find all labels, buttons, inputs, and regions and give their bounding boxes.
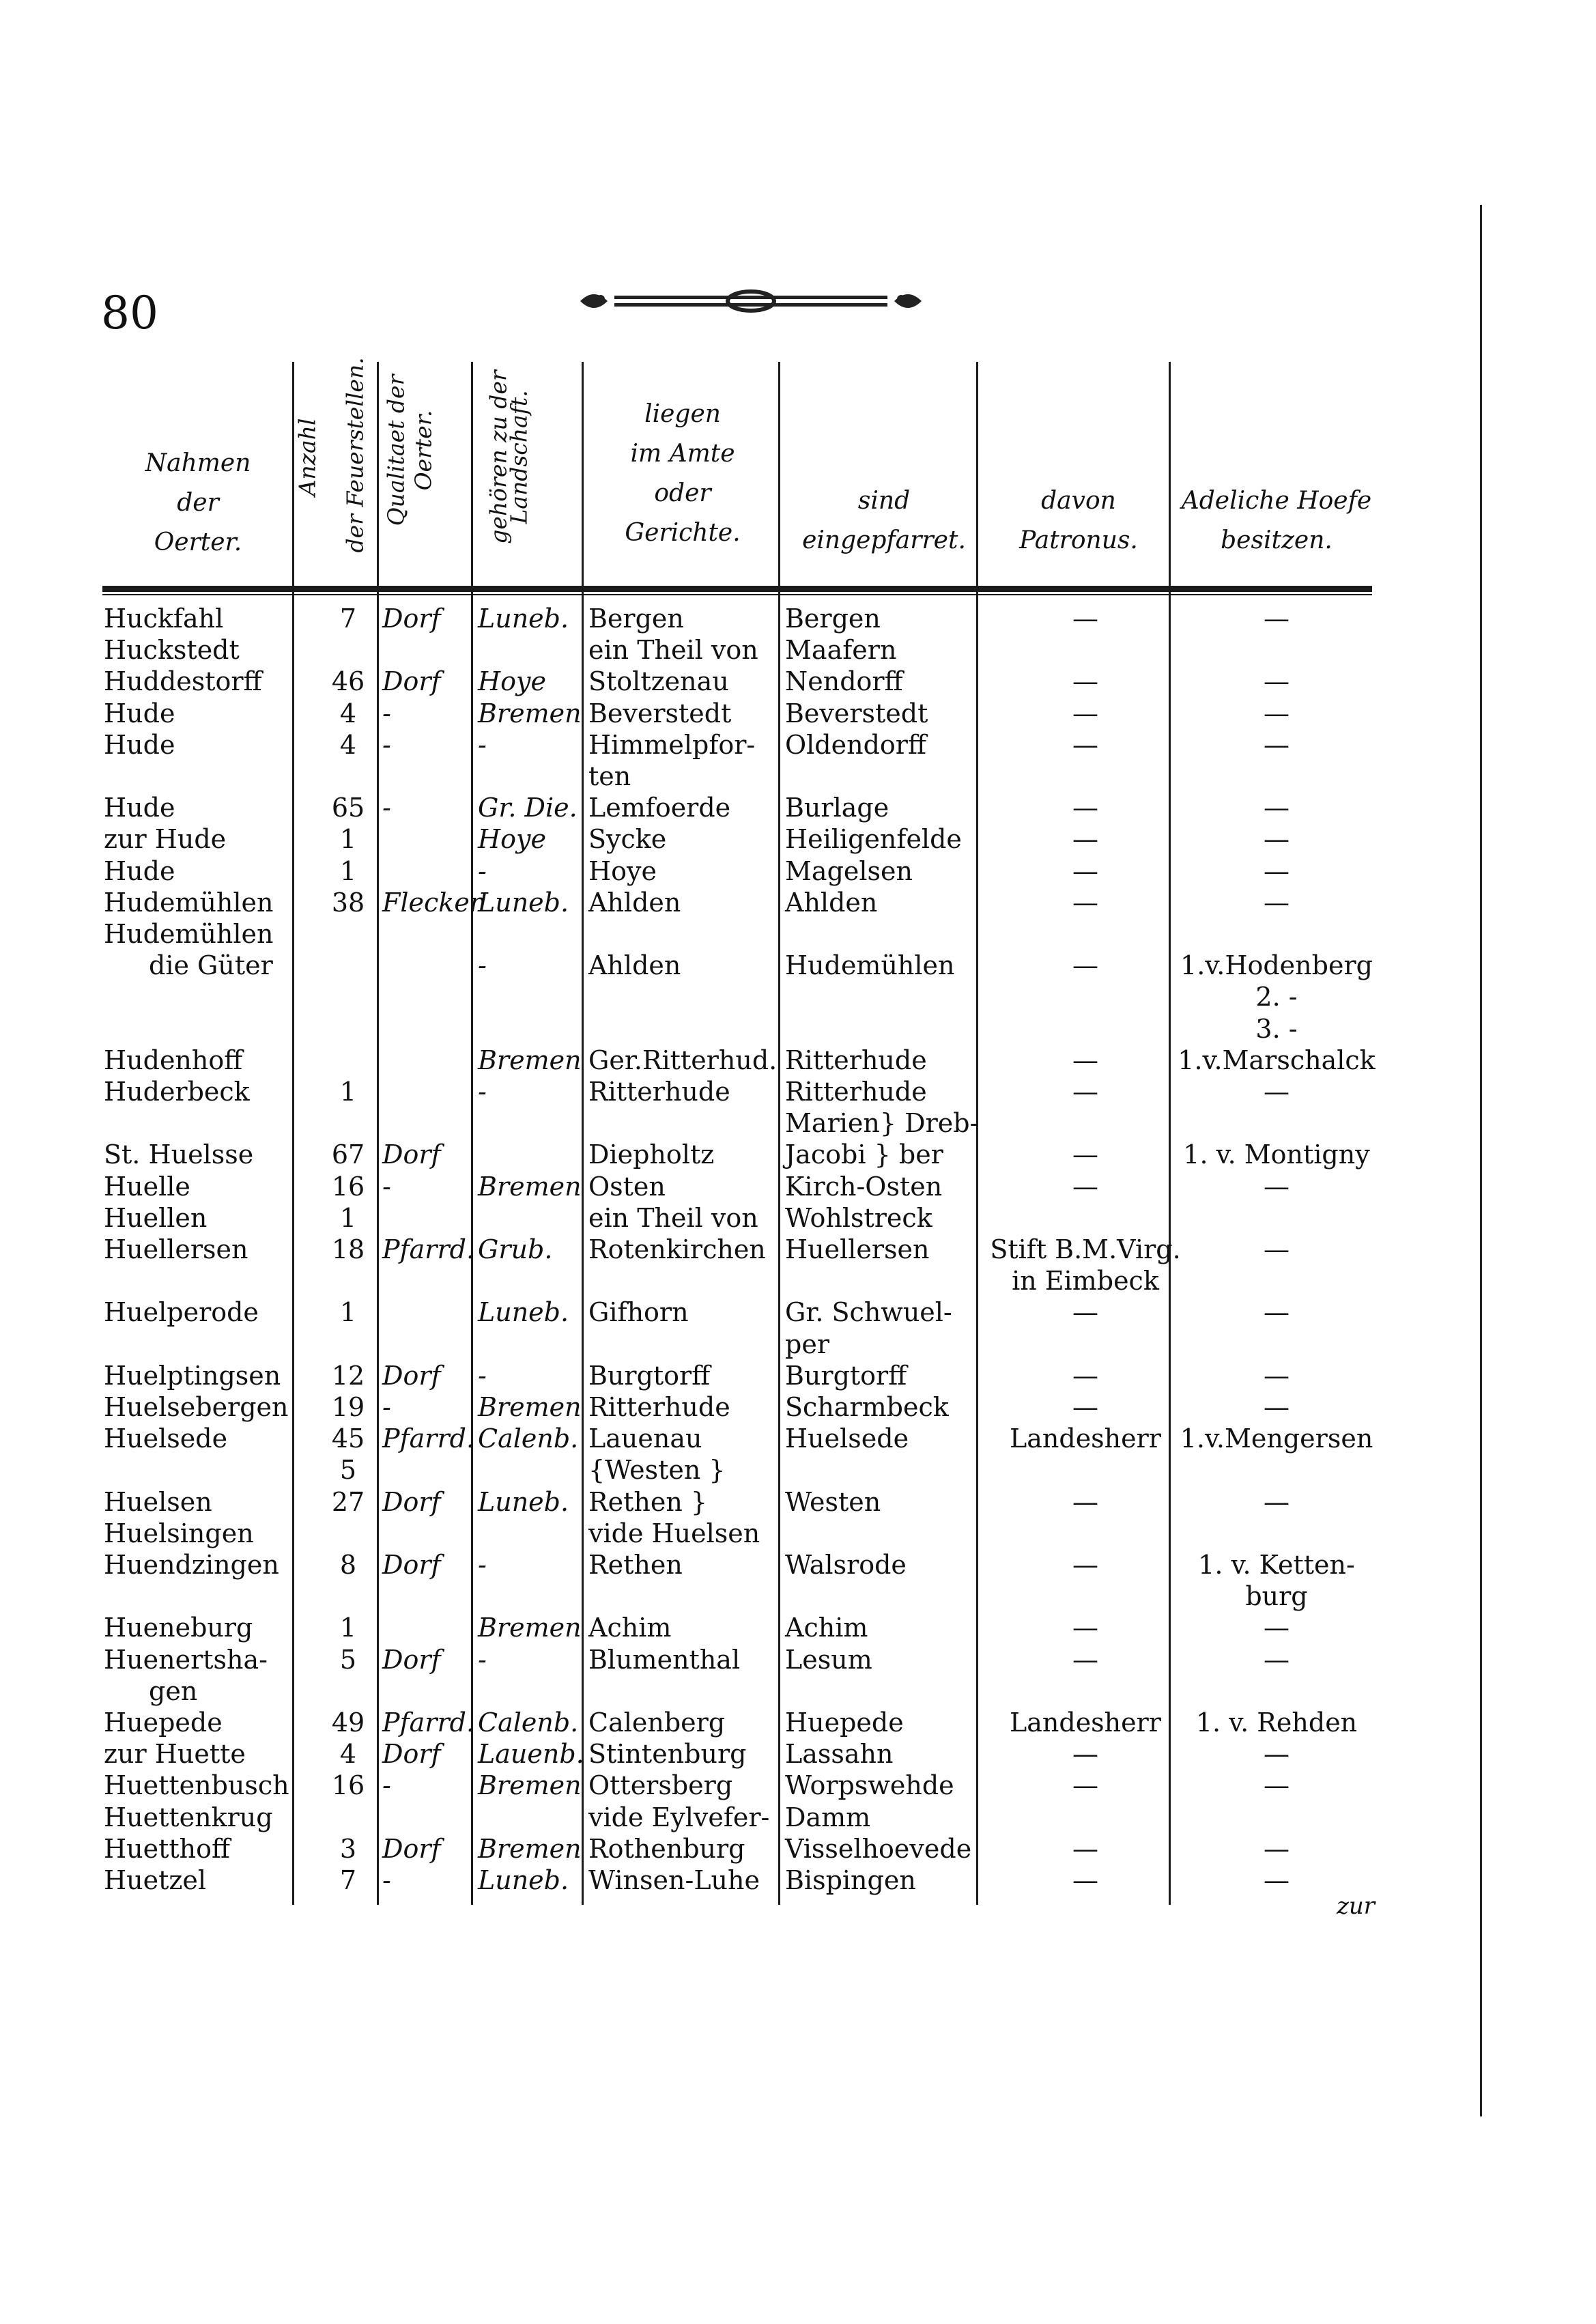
header-col-name: Nahmen der Oerter. xyxy=(145,449,251,556)
cell-pfarr: Maafern xyxy=(785,635,897,666)
header-col-hoefe: Adeliche Hoefe besitzen. xyxy=(1181,487,1372,554)
cell-name: Huckfahl xyxy=(104,604,224,634)
cell-land: Lauenb. xyxy=(478,1739,584,1770)
cell-patron: — xyxy=(1072,855,1098,886)
cell-land: Bremen xyxy=(478,1045,582,1075)
cell-hoefe: — xyxy=(1264,698,1289,728)
cell-amt: Bergen xyxy=(588,604,684,634)
cell-name: Huenertsha- xyxy=(104,1644,268,1675)
cell-fire: 67 xyxy=(331,1139,365,1170)
cell-name: Hudemühlen xyxy=(104,887,274,918)
cell-land: Calenb. xyxy=(478,1707,579,1738)
cell-land: Bremen xyxy=(478,1770,582,1801)
cell-patron: — xyxy=(1072,1739,1098,1770)
column-divider xyxy=(377,362,379,1905)
cell-patron: — xyxy=(1072,666,1098,697)
cell-name: Huelsen xyxy=(104,1486,212,1517)
cell-qual: - xyxy=(382,729,391,760)
cell-hoefe: — xyxy=(1264,1077,1289,1107)
cell-fire: 4 xyxy=(339,1739,357,1770)
cell-amt: Sycke xyxy=(588,824,667,855)
cell-land: Bremen xyxy=(478,1171,582,1202)
cell-amt: Rothenburg xyxy=(588,1833,745,1864)
cell-name: Hueneburg xyxy=(104,1613,253,1643)
cell-fire: 49 xyxy=(331,1707,365,1738)
header-col-land-1: gehören zu der xyxy=(485,370,512,544)
cell-amt: Achim xyxy=(588,1613,672,1643)
cell-qual: - xyxy=(382,698,391,728)
cell-fire: 1 xyxy=(339,1077,357,1107)
cell-qual: Pfarrd. xyxy=(382,1707,475,1738)
cell-pfarr: Heiligenfelde xyxy=(785,824,962,855)
cell-amt: Burgtorff xyxy=(588,1360,711,1391)
cell-patron: — xyxy=(1072,950,1098,981)
cell-hoefe: 1. v. Montigny xyxy=(1183,1139,1370,1170)
cell-fire: 19 xyxy=(331,1392,365,1422)
cell-land: - xyxy=(478,950,487,981)
cell-pfarr: Achim xyxy=(785,1613,868,1643)
cell-pfarr: Marien} Dreb- xyxy=(785,1108,979,1139)
cell-qual: - xyxy=(382,1392,391,1422)
cell-hoefe: 1.v.Hodenberg xyxy=(1180,950,1373,981)
cell-hoefe: — xyxy=(1264,1392,1289,1422)
cell-pfarr: Visselhoevede xyxy=(785,1833,972,1864)
cell-name: Huckstedt xyxy=(104,635,240,666)
header-rule xyxy=(102,586,1372,592)
cell-fire: 4 xyxy=(339,729,357,760)
cell-amt: Blumenthal xyxy=(588,1644,741,1675)
cell-name: zur Huette xyxy=(104,1739,246,1770)
cell-hoefe: — xyxy=(1264,604,1289,634)
cell-land: Luneb. xyxy=(478,1297,569,1328)
cell-hoefe: — xyxy=(1264,1833,1289,1864)
cell-fire: 5 xyxy=(339,1644,357,1675)
cell-pfarr: per xyxy=(785,1329,829,1359)
column-divider xyxy=(778,362,780,1905)
cell-hoefe: — xyxy=(1264,1739,1289,1770)
cell-qual: Dorf xyxy=(382,1139,441,1170)
cell-name: Huettenbusch xyxy=(104,1770,289,1801)
cell-pfarr: Kirch-Osten xyxy=(785,1171,943,1202)
cell-hoefe: — xyxy=(1264,855,1289,886)
cell-patron: — xyxy=(1072,1833,1098,1864)
cell-amt: Hoye xyxy=(588,855,657,886)
cell-qual: Dorf xyxy=(382,1739,441,1770)
cell-hoefe: burg xyxy=(1245,1581,1308,1612)
cell-fire: 7 xyxy=(339,1865,357,1895)
cell-pfarr: Scharmbeck xyxy=(785,1392,949,1422)
cell-fire: 46 xyxy=(331,666,365,697)
cell-name: St. Huelsse xyxy=(104,1139,254,1170)
cell-patron: — xyxy=(1072,824,1098,855)
cell-pfarr: Walsrode xyxy=(785,1550,907,1580)
cell-land: Luneb. xyxy=(478,1486,569,1517)
cell-name: zur Hude xyxy=(104,824,227,855)
cell-pfarr: Westen xyxy=(785,1486,881,1517)
cell-name: Huelsingen xyxy=(104,1518,254,1548)
cell-qual: Dorf xyxy=(382,1644,441,1675)
cell-fire: 1 xyxy=(339,1202,357,1233)
cell-pfarr: Magelsen xyxy=(785,855,913,886)
cell-name: gen xyxy=(149,1675,198,1706)
cell-qual: - xyxy=(382,793,391,823)
cell-amt: ten xyxy=(588,761,631,791)
cell-qual: - xyxy=(382,1865,391,1895)
header-col-fire-2: der Feuerstellen. xyxy=(341,357,369,553)
cell-amt: {Westen } xyxy=(588,1455,726,1486)
cell-amt: Ritterhude xyxy=(588,1077,730,1107)
cell-hoefe: — xyxy=(1264,1865,1289,1895)
column-divider xyxy=(582,362,584,1905)
column-divider xyxy=(471,362,473,1905)
cell-hoefe: — xyxy=(1264,793,1289,823)
cell-name: Hude xyxy=(104,729,175,760)
cell-pfarr: Ahlden xyxy=(785,887,878,918)
cell-patron: — xyxy=(1072,793,1098,823)
cell-name: Huddestorff xyxy=(104,666,262,697)
ornament-icon xyxy=(573,284,928,318)
cell-pfarr: Oldendorff xyxy=(785,729,926,760)
cell-amt: Lemfoerde xyxy=(588,793,731,823)
cell-hoefe: 2. - xyxy=(1255,982,1298,1012)
cell-land: Bremen xyxy=(478,1833,582,1864)
cell-pfarr: Huelsede xyxy=(785,1423,909,1454)
cell-amt: Himmelpfor- xyxy=(588,729,756,760)
cell-pfarr: Burlage xyxy=(785,793,889,823)
cell-land: Bremen xyxy=(478,1392,582,1422)
page-number: 80 xyxy=(101,287,158,339)
cell-amt: Osten xyxy=(588,1171,666,1202)
cell-name: Huelperode xyxy=(104,1297,259,1328)
cell-hoefe: — xyxy=(1264,666,1289,697)
cell-fire: 3 xyxy=(339,1833,357,1864)
cell-hoefe: — xyxy=(1264,887,1289,918)
cell-amt: Diepholtz xyxy=(588,1139,715,1170)
cell-hoefe: 1.v.Mengersen xyxy=(1180,1423,1373,1454)
cell-hoefe: — xyxy=(1264,824,1289,855)
cell-pfarr: Bispingen xyxy=(785,1865,916,1895)
cell-name: Hude xyxy=(104,855,175,886)
cell-land: Grub. xyxy=(478,1234,553,1264)
cell-patron: — xyxy=(1072,1644,1098,1675)
cell-amt: Gifhorn xyxy=(588,1297,689,1328)
cell-pfarr: Huellersen xyxy=(785,1234,930,1264)
cell-land: Gr. Die. xyxy=(478,793,578,823)
cell-patron: — xyxy=(1072,1486,1098,1517)
cell-fire: 45 xyxy=(331,1423,365,1454)
cell-pfarr: Ritterhude xyxy=(785,1077,927,1107)
cell-amt: Stoltzenau xyxy=(588,666,729,697)
cell-patron: in Eimbeck xyxy=(1012,1266,1159,1296)
cell-amt: Stintenburg xyxy=(588,1739,747,1770)
cell-patron: — xyxy=(1072,1139,1098,1170)
cell-qual: Dorf xyxy=(382,1360,441,1391)
cell-hoefe: — xyxy=(1264,1613,1289,1643)
cell-amt: Ottersberg xyxy=(588,1770,733,1801)
cell-patron: — xyxy=(1072,1392,1098,1422)
cell-hoefe: — xyxy=(1264,1486,1289,1517)
cell-fire: 65 xyxy=(331,793,365,823)
cell-fire: 18 xyxy=(331,1234,365,1264)
cell-pfarr: Huepede xyxy=(785,1707,904,1738)
cell-fire: 1 xyxy=(339,824,357,855)
cell-patron: — xyxy=(1072,1550,1098,1580)
cell-land: - xyxy=(478,1077,487,1107)
cell-amt: Rotenkirchen xyxy=(588,1234,766,1264)
cell-land: - xyxy=(478,1360,487,1391)
cell-patron: — xyxy=(1072,1770,1098,1801)
cell-name: Huellersen xyxy=(104,1234,248,1264)
header-col-qual-1: Qualitaet der xyxy=(382,374,410,526)
cell-qual: - xyxy=(382,1171,391,1202)
cell-land: - xyxy=(478,729,487,760)
cell-patron: Landesherr xyxy=(1010,1707,1161,1738)
cell-patron: Landesherr xyxy=(1010,1423,1161,1454)
cell-name: Huelsede xyxy=(104,1423,228,1454)
cell-qual: - xyxy=(382,1770,391,1801)
cell-pfarr: Gr. Schwuel- xyxy=(785,1297,952,1328)
cell-patron: — xyxy=(1072,698,1098,728)
cell-amt: Rethen } xyxy=(588,1486,708,1517)
header-rule-thin xyxy=(102,594,1372,595)
cell-fire: 8 xyxy=(339,1550,357,1580)
cell-fire: 16 xyxy=(331,1770,365,1801)
cell-amt: ein Theil von xyxy=(588,635,758,666)
cell-land: Bremen xyxy=(478,1613,582,1643)
cell-fire: 16 xyxy=(331,1171,365,1202)
cell-qual: Dorf xyxy=(382,1833,441,1864)
header-col-qual-2: Oerter. xyxy=(410,410,437,491)
cell-qual: Dorf xyxy=(382,604,441,634)
cell-hoefe: — xyxy=(1264,1770,1289,1801)
cell-hoefe: — xyxy=(1264,1171,1289,1202)
catchword: zur xyxy=(1337,1893,1376,1920)
cell-name: Huepede xyxy=(104,1707,223,1738)
cell-hoefe: 1. v. Rehden xyxy=(1195,1707,1358,1738)
cell-fire: 5 xyxy=(339,1455,357,1486)
cell-pfarr: Damm xyxy=(785,1802,871,1832)
cell-name: Hudemühlen xyxy=(104,919,274,949)
cell-amt: Ritterhude xyxy=(588,1392,730,1422)
cell-hoefe: 1.v.Marschalck xyxy=(1178,1045,1376,1075)
cell-patron: — xyxy=(1072,729,1098,760)
cell-amt: Winsen-Luhe xyxy=(588,1865,760,1895)
cell-hoefe: 1. v. Ketten- xyxy=(1198,1550,1355,1580)
cell-pfarr: Burgtorff xyxy=(785,1360,907,1391)
cell-land: Luneb. xyxy=(478,1865,569,1895)
cell-pfarr: Beverstedt xyxy=(785,698,928,728)
cell-patron: Stift B.M.Virg. xyxy=(990,1234,1181,1264)
cell-hoefe: — xyxy=(1264,1297,1289,1328)
cell-amt: ein Theil von xyxy=(588,1202,758,1233)
cell-name: Huetthoff xyxy=(104,1833,230,1864)
cell-patron: — xyxy=(1072,604,1098,634)
cell-name: Huelptingsen xyxy=(104,1360,281,1391)
cell-pfarr: Worpswehde xyxy=(785,1770,954,1801)
cell-name: Hudenhoff xyxy=(104,1045,243,1075)
cell-fire: 1 xyxy=(339,1613,357,1643)
cell-amt: Ger.Ritterhud. xyxy=(588,1045,778,1075)
cell-amt: Ahlden xyxy=(588,950,681,981)
cell-pfarr: Lassahn xyxy=(785,1739,894,1770)
cell-amt: Rethen xyxy=(588,1550,683,1580)
cell-patron: — xyxy=(1072,887,1098,918)
cell-name: Huetzel xyxy=(104,1865,207,1895)
cell-amt: vide Eylvefer- xyxy=(588,1802,770,1832)
cell-qual: Dorf xyxy=(382,666,441,697)
cell-amt: Ahlden xyxy=(588,887,681,918)
cell-land: - xyxy=(478,1550,487,1580)
cell-name: Huendzingen xyxy=(104,1550,279,1580)
header-col-fire-1: Anzahl xyxy=(294,418,321,496)
cell-name: die Güter xyxy=(149,950,273,981)
cell-name: Huelsebergen xyxy=(104,1392,289,1422)
column-divider xyxy=(292,362,294,1905)
cell-qual: Dorf xyxy=(382,1550,441,1580)
cell-fire: 7 xyxy=(339,604,357,634)
cell-patron: — xyxy=(1072,1171,1098,1202)
cell-pfarr: Lesum xyxy=(785,1644,872,1675)
cell-qual: Flecken xyxy=(382,887,487,918)
cell-name: Hude xyxy=(104,793,175,823)
cell-qual: Pfarrd. xyxy=(382,1234,475,1264)
cell-patron: — xyxy=(1072,1360,1098,1391)
cell-amt: Beverstedt xyxy=(588,698,732,728)
cell-fire: 38 xyxy=(331,887,365,918)
cell-pfarr: Nendorff xyxy=(785,666,903,697)
cell-pfarr: Jacobi } ber xyxy=(785,1139,943,1170)
cell-hoefe: — xyxy=(1264,729,1289,760)
cell-fire: 4 xyxy=(339,698,357,728)
cell-land: - xyxy=(478,855,487,886)
cell-patron: — xyxy=(1072,1077,1098,1107)
header-col-pfarr: sind eingepfarret. xyxy=(802,487,966,554)
cell-pfarr: Hudemühlen xyxy=(785,950,955,981)
cell-name: Hude xyxy=(104,698,175,728)
cell-land: Luneb. xyxy=(478,604,569,634)
cell-hoefe: — xyxy=(1264,1360,1289,1391)
cell-patron: — xyxy=(1072,1045,1098,1075)
cell-name: Huderbeck xyxy=(104,1077,250,1107)
cell-hoefe: 3. - xyxy=(1255,1013,1298,1044)
cell-amt: Calenberg xyxy=(588,1707,726,1738)
cell-land: - xyxy=(478,1644,487,1675)
header-col-land-2: Landschaft. xyxy=(505,390,532,524)
cell-patron: — xyxy=(1072,1865,1098,1895)
cell-land: Luneb. xyxy=(478,887,569,918)
cell-fire: 1 xyxy=(339,855,357,886)
cell-fire: 1 xyxy=(339,1297,357,1328)
cell-name: Huettenkrug xyxy=(104,1802,273,1832)
cell-pfarr: Ritterhude xyxy=(785,1045,927,1075)
cell-pfarr: Wohlstreck xyxy=(785,1202,932,1233)
cell-fire: 27 xyxy=(331,1486,365,1517)
cell-name: Huelle xyxy=(104,1171,190,1202)
cell-hoefe: — xyxy=(1264,1644,1289,1675)
cell-patron: — xyxy=(1072,1297,1098,1328)
cell-amt: vide Huelsen xyxy=(588,1518,760,1548)
header-col-patron: davon Patronus. xyxy=(1019,487,1138,554)
cell-patron: — xyxy=(1072,1613,1098,1643)
cell-name: Huellen xyxy=(104,1202,208,1233)
cell-qual: Dorf xyxy=(382,1486,441,1517)
cell-fire: 12 xyxy=(331,1360,365,1391)
cell-land: Hoye xyxy=(478,666,546,697)
header-col-amt: liegen im Amte oder Gerichte. xyxy=(625,400,741,547)
cell-land: Hoye xyxy=(478,824,546,855)
cell-land: Calenb. xyxy=(478,1423,579,1454)
cell-amt: Lauenau xyxy=(588,1423,702,1454)
cell-pfarr: Bergen xyxy=(785,604,881,634)
cell-hoefe: — xyxy=(1264,1234,1289,1264)
cell-land: Bremen xyxy=(478,698,582,728)
cell-qual: Pfarrd. xyxy=(382,1423,475,1454)
page-edge-line xyxy=(1480,205,1482,2116)
